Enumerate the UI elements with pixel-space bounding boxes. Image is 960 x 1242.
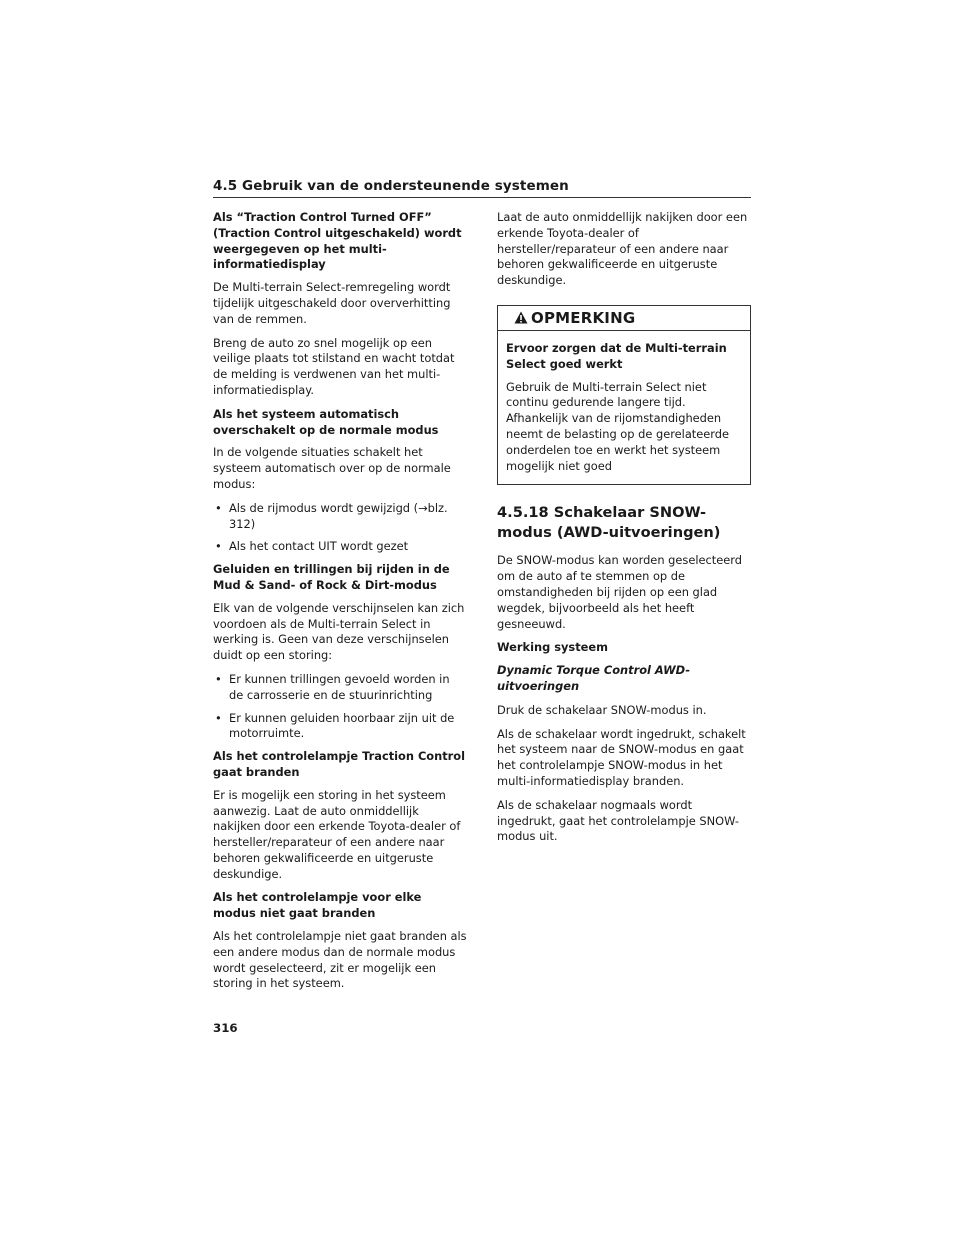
paragraph: Er is mogelijk een storing in het systeem aanwezig. Laat de auto onmiddellijk nakijken door een erkende Toyota-dealer of hersteller/reparateur of een andere naar behoren gekwalificeerde en uitgeruste deskundige. [213, 787, 461, 881]
heading-traction-lamp: Als het controlelampje Traction Control gaat branden [213, 749, 466, 779]
notice-box [497, 305, 751, 485]
bullet-dot: • [215, 671, 222, 686]
bullet-dot: • [215, 539, 222, 554]
list-item [213, 711, 467, 743]
left-column [213, 210, 467, 1000]
subsection-title: 4.5.18 Schakelaar SNOW-modus (AWD-uitvoeringen) [497, 504, 721, 542]
section-header [213, 178, 751, 198]
list-item [213, 672, 467, 704]
paragraph: Elk van de volgende verschijnselen kan zich voordoen als de Multi-terrain Select in werking is. Geen van deze verschijnselen duidt op een storing: [213, 600, 465, 663]
list-item [213, 539, 467, 555]
list-item-text: Als het contact UIT wordt gezet [229, 539, 409, 554]
notice-subtitle: Ervoor zorgen dat de Multi-terrain Select goed werkt [506, 340, 727, 371]
paragraph: Druk de schakelaar SNOW-modus in. [497, 702, 707, 717]
notice-title: OPMERKING [531, 308, 636, 327]
bullet-dot: • [215, 710, 222, 725]
paragraph: De Multi-terrain Select-remregeling wordt tijdelijk uitgeschakeld door oververhitting van de remmen. [213, 280, 451, 326]
header-rule [213, 197, 751, 198]
notice-body [498, 331, 750, 484]
paragraph: Als de schakelaar wordt ingedrukt, schakelt het systeem naar de SNOW-modus en gaat het controlelampje SNOW-modus in het multi-informatiedisplay branden. [497, 726, 746, 788]
section-title: 4.5 Gebruik van de ondersteunende systemen [213, 178, 569, 194]
paragraph: In de volgende situaties schakelt het systeem automatisch over op de normale modus: [213, 445, 451, 491]
paragraph: Als de schakelaar nogmaals wordt ingedrukt, gaat het controlelampje SNOW-modus uit. [497, 797, 740, 844]
heading-sounds-vibrations: Geluiden en trillingen bij rijden in de Mud & Sand- of Rock & Dirt-modus [213, 562, 450, 592]
list-item [213, 501, 467, 533]
list-item-text: Als de rijmodus wordt gewijzigd (→blz. 312) [229, 500, 448, 531]
notice-text: Gebruik de Multi-terrain Select niet continu gedurende langere tijd. Afhankelijk van de rijomstandigheden neemt de belasting op de gerelateerde onderdelen toe en werkt het systeem mogelijk niet goed [506, 379, 730, 473]
heading-auto-normal: Als het systeem automatisch overschakelt op de normale modus [213, 406, 439, 437]
heading-system-operation: Werking systeem [497, 640, 608, 655]
right-column [497, 210, 751, 853]
heading-mode-lamp: Als het controlelampje voor elke modus niet gaat branden [213, 890, 422, 921]
list-item-text: Er kunnen geluiden hoorbaar zijn uit de motorruimte. [229, 710, 455, 741]
warning-icon [514, 311, 528, 324]
paragraph: De SNOW-modus kan worden geselecteerd om de auto af te stemmen op de omstandigheden bij rijden op een glad wegdek, bijvoorbeeld als het heeft gesneeuwd. [497, 553, 742, 631]
paragraph: Als het controlelampje niet gaat branden als een andere modus dan de normale modus wordt geselecteerd, zit er mogelijk een storing in het systeem. [213, 929, 467, 991]
list-item-text: Er kunnen trillingen gevoeld worden in de carrosserie en de stuurinrichting [229, 671, 450, 702]
heading-traction-off: Als “Traction Control Turned OFF” (Traction Control uitgeschakeld) wordt weergegeven op het multi-informatiedisplay [213, 210, 462, 272]
notice-header [498, 306, 750, 331]
heading-dtc-awd: Dynamic Torque Control AWD-uitvoeringen [497, 663, 691, 693]
bullet-dot: • [215, 500, 222, 515]
paragraph: Breng de auto zo snel mogelijk op een veilige plaats tot stilstand en wacht totdat de melding is verdwenen van het multi-informatiedisplay. [213, 335, 455, 397]
paragraph: Laat de auto onmiddellijk nakijken door een erkende Toyota-dealer of hersteller/reparateur of een andere naar behoren gekwalificeerde en uitgeruste deskundige. [497, 210, 748, 288]
page-number: 316 [213, 1021, 238, 1035]
